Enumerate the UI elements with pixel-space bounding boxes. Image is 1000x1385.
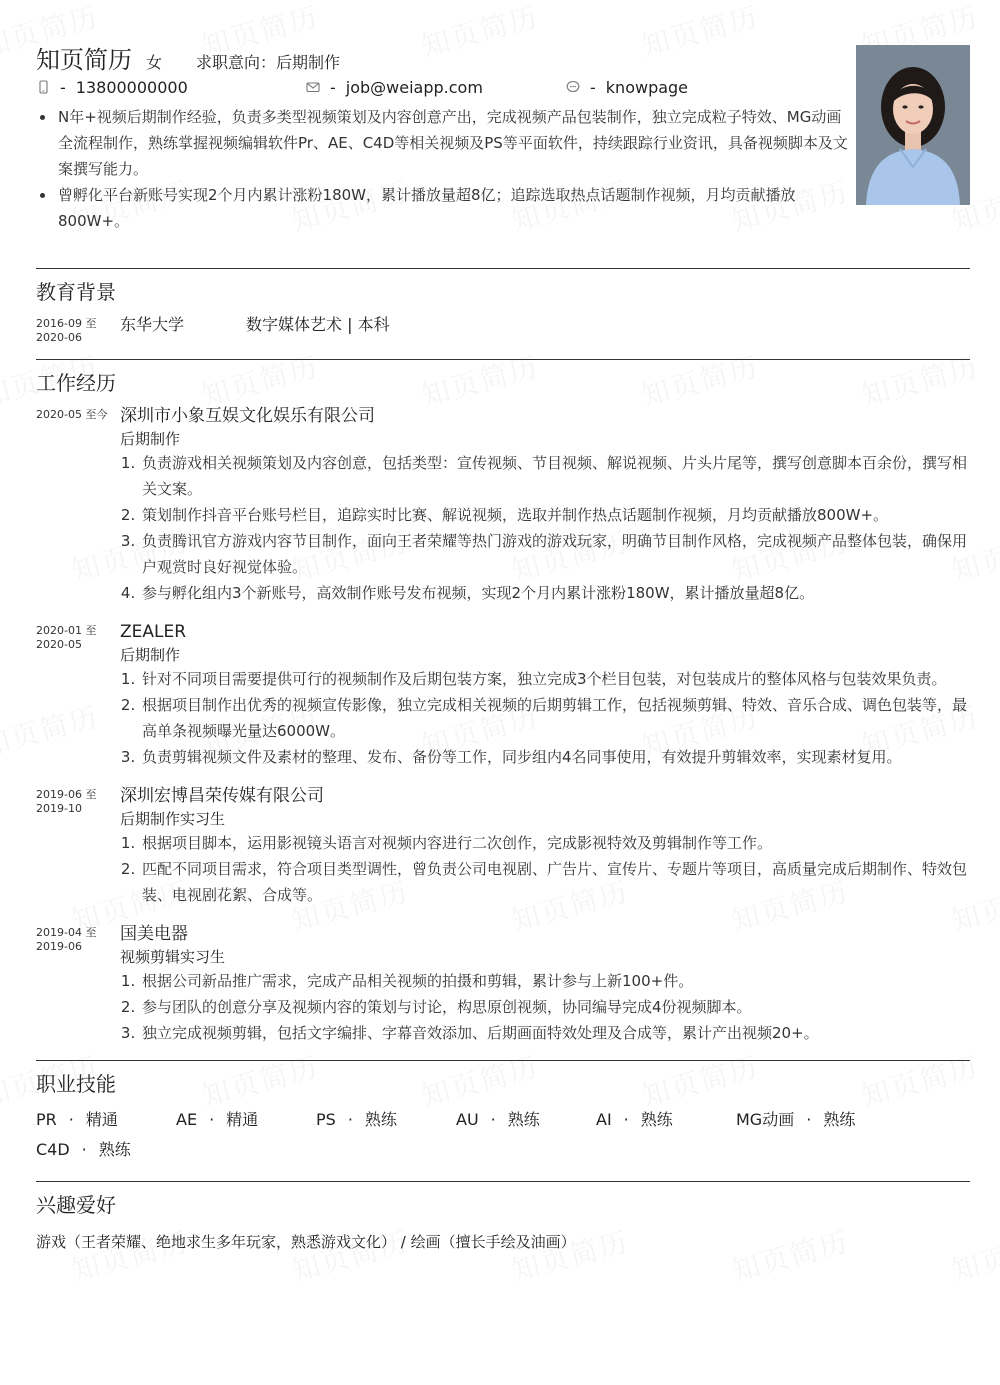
job-role: 后期制作: [120, 430, 181, 448]
duty-item: 2. 匹配不同项目需求，符合项目类型调性，曾负责公司电视剧、广告片、宣传片、专题片等项目，高质量完成后期制作、特效包装、电视剧花絮、合成等。: [140, 856, 970, 908]
mail-icon: [306, 80, 320, 94]
contact-dash: -: [330, 77, 336, 97]
date-to: 至: [85, 788, 97, 801]
job-intent: 求职意向：后期制作: [196, 53, 341, 72]
duty-item: 2. 策划制作抖音平台账号栏目，追踪实时比赛、解说视频，选取并制作热点话题制作视频，月均贡献播放800W+。: [140, 502, 970, 528]
company-name: 深圳市小象互娱文化娱乐有限公司: [120, 406, 375, 426]
skill-name: AI: [596, 1110, 612, 1129]
date-end: 2020-06: [36, 331, 82, 344]
contact-wechat: [566, 78, 688, 97]
entry-date: [36, 784, 120, 908]
major-degree: 数字媒体艺术 | 本科: [246, 315, 390, 334]
work-entry: [36, 404, 970, 606]
date-start: 2020-01: [36, 624, 82, 637]
section-title-education: 教育背景: [36, 280, 116, 304]
entry-date: [36, 404, 120, 606]
work-body: [120, 404, 970, 606]
job-role: 视频剪辑实习生: [120, 948, 226, 966]
summary-list: [36, 104, 848, 234]
duty-item: 3. 负责腾讯官方游戏内容节目制作，面向王者荣耀等热门游戏的游戏玩家，明确节目制作风格，完成视频产品整体包装，确保用户观赏时良好视觉体验。: [140, 528, 970, 580]
candidate-gender: 女: [146, 53, 163, 72]
skill-separator: ·: [209, 1110, 215, 1129]
skill-separator: ·: [81, 1140, 87, 1159]
skill-separator: ·: [806, 1110, 812, 1129]
duty-item: 4. 参与孵化组内3个新账号，高效制作账号发布视频，实现2个月内累计涨粉180W，累计播放量超8亿。: [140, 580, 970, 606]
skill-level: 精通: [85, 1110, 118, 1129]
date-end: 2019-06: [36, 940, 82, 953]
skills-list: [36, 1105, 970, 1165]
skill-item: [36, 1105, 176, 1135]
work-entry: [36, 922, 970, 1046]
skill-item: [456, 1105, 596, 1135]
chat-bubble-icon: [566, 80, 580, 94]
resume-header: [36, 40, 970, 235]
contact-dash: -: [60, 77, 66, 97]
skill-name: AU: [456, 1110, 479, 1129]
section-title-work: 工作经历: [36, 371, 116, 395]
date-to: 至今: [85, 408, 108, 421]
phone-icon: [36, 80, 50, 94]
phone-number: 13800000000: [75, 77, 188, 97]
duty-item: 1. 针对不同项目需要提供可行的视频制作及后期包装方案，独立完成3个栏目包装，对包装成片的整体风格与包装效果负责。: [140, 666, 970, 692]
work-entry: [36, 620, 970, 770]
hobbies-section: [36, 1181, 970, 1254]
duty-list: [120, 830, 970, 908]
duty-item: 2. 根据项目制作出优秀的视频宣传影像，独立完成相关视频的后期剪辑工作，包括视频剪辑、特效、音乐合成、调色包装等，最高单条视频曝光量达6000W。: [140, 692, 970, 744]
duty-list: [120, 450, 970, 606]
contact-dash: -: [590, 77, 596, 97]
entry-date: [36, 620, 120, 770]
date-start: 2016-09: [36, 317, 82, 330]
skill-level: 熟练: [364, 1110, 397, 1129]
hobby-text: 游戏（王者荣耀、绝地求生多年玩家，熟悉游戏文化） / 绘画（擅长手绘及油画）: [36, 1233, 576, 1251]
date-start: 2019-04: [36, 926, 82, 939]
duty-item: 1. 根据项目脚本，运用影视镜头语言对视频内容进行二次创作，完成影视特效及剪辑制作等工作。: [140, 830, 970, 856]
work-entry: [36, 784, 970, 908]
company-name: 国美电器: [120, 924, 188, 944]
skill-item: [316, 1105, 456, 1135]
entry-date: [36, 922, 120, 1046]
duty-item: 1. 负责游戏相关视频策划及内容创意，包括类型：宣传视频、节目视频、解说视频、片头片尾等，撰写创意脚本百余份，撰写相关文案。: [140, 450, 970, 502]
company-name: ZEALER: [120, 622, 187, 642]
skill-separator: ·: [347, 1110, 353, 1129]
date-to: 至: [85, 624, 97, 637]
entry-date: [36, 313, 120, 345]
skill-level: 熟练: [98, 1140, 131, 1159]
education-section: [36, 268, 970, 345]
contact-email: [306, 78, 566, 97]
contact-row: [36, 74, 970, 100]
duty-item: 3. 负责剪辑视频文件及素材的整理、发布、备份等工作，同步组内4名同事使用，有效提升剪辑效率，实现素材复用。: [140, 744, 970, 770]
contact-phone: [36, 78, 306, 97]
job-role: 后期制作: [120, 646, 181, 664]
education-entry: [36, 313, 970, 345]
work-body: [120, 922, 970, 1046]
summary-item: 曾孵化平台新账号实现2个月内累计涨粉180W，累计播放量超8亿；追踪选取热点话题制作视频，月均贡献播放800W+。: [58, 182, 848, 234]
skill-name: MG动画: [736, 1110, 795, 1129]
skill-item: [176, 1105, 316, 1135]
skill-level: 精通: [226, 1110, 259, 1129]
section-title-skills: 职业技能: [36, 1072, 116, 1096]
skill-name: PR: [36, 1110, 57, 1129]
school-name: 东华大学: [120, 315, 185, 334]
wechat-id: knowpage: [605, 77, 689, 97]
education-body: [120, 313, 970, 345]
email-address: job@weiapp.com: [345, 77, 483, 97]
skill-item: [736, 1105, 896, 1135]
skill-name: C4D: [36, 1140, 70, 1159]
work-section: [36, 359, 970, 1046]
resume-page: [36, 40, 970, 1254]
skill-separator: ·: [623, 1110, 629, 1129]
work-body: [120, 784, 970, 908]
date-end: 2020-05: [36, 638, 82, 651]
date-to: 至: [85, 317, 97, 330]
job-role: 后期制作实习生: [120, 810, 226, 828]
company-name: 深圳宏博昌荣传媒有限公司: [120, 786, 324, 806]
skill-level: 熟练: [507, 1110, 540, 1129]
section-title-hobbies: 兴趣爱好: [36, 1193, 116, 1217]
candidate-name: 知页简历: [36, 46, 132, 74]
date-end: 2019-10: [36, 802, 82, 815]
summary-item: N年+视频后期制作经验，负责多类型视频策划及内容创意产出，完成视频产品包装制作，独立完成粒子特效、MG动画全流程制作，熟练掌握视频编辑软件Pr、AE、C4D等相关视频及PS等平面软件，持续跟踪行业资讯，具备视频脚本及文案撰写能力。: [58, 104, 848, 182]
skill-name: PS: [316, 1110, 336, 1129]
skill-separator: ·: [68, 1110, 74, 1129]
duty-list: [120, 968, 970, 1046]
duty-item: 3. 独立完成视频剪辑，包括文字编排、字幕音效添加、后期画面特效处理及合成等，累计产出视频20+。: [140, 1020, 970, 1046]
profile-photo: [856, 45, 970, 205]
work-body: [120, 620, 970, 770]
skill-separator: ·: [490, 1110, 496, 1129]
duty-item: 1. 根据公司新品推广需求，完成产品相关视频的拍摄和剪辑，累计参与上新100+件。: [140, 968, 970, 994]
skill-item: [596, 1105, 736, 1135]
duty-item: 2. 参与团队的创意分享及视频内容的策划与讨论，构思原创视频，协同编导完成4份视频脚本。: [140, 994, 970, 1020]
date-to: 至: [85, 926, 97, 939]
duty-list: [120, 666, 970, 770]
skill-level: 熟练: [823, 1110, 856, 1129]
date-start: 2020-05: [36, 408, 82, 421]
date-start: 2019-06: [36, 788, 82, 801]
skill-level: 熟练: [640, 1110, 673, 1129]
skill-name: AE: [176, 1110, 198, 1129]
skills-section: [36, 1060, 970, 1165]
skill-item: [36, 1135, 176, 1165]
portrait-illustration: [856, 45, 970, 205]
name-row: [36, 40, 970, 76]
